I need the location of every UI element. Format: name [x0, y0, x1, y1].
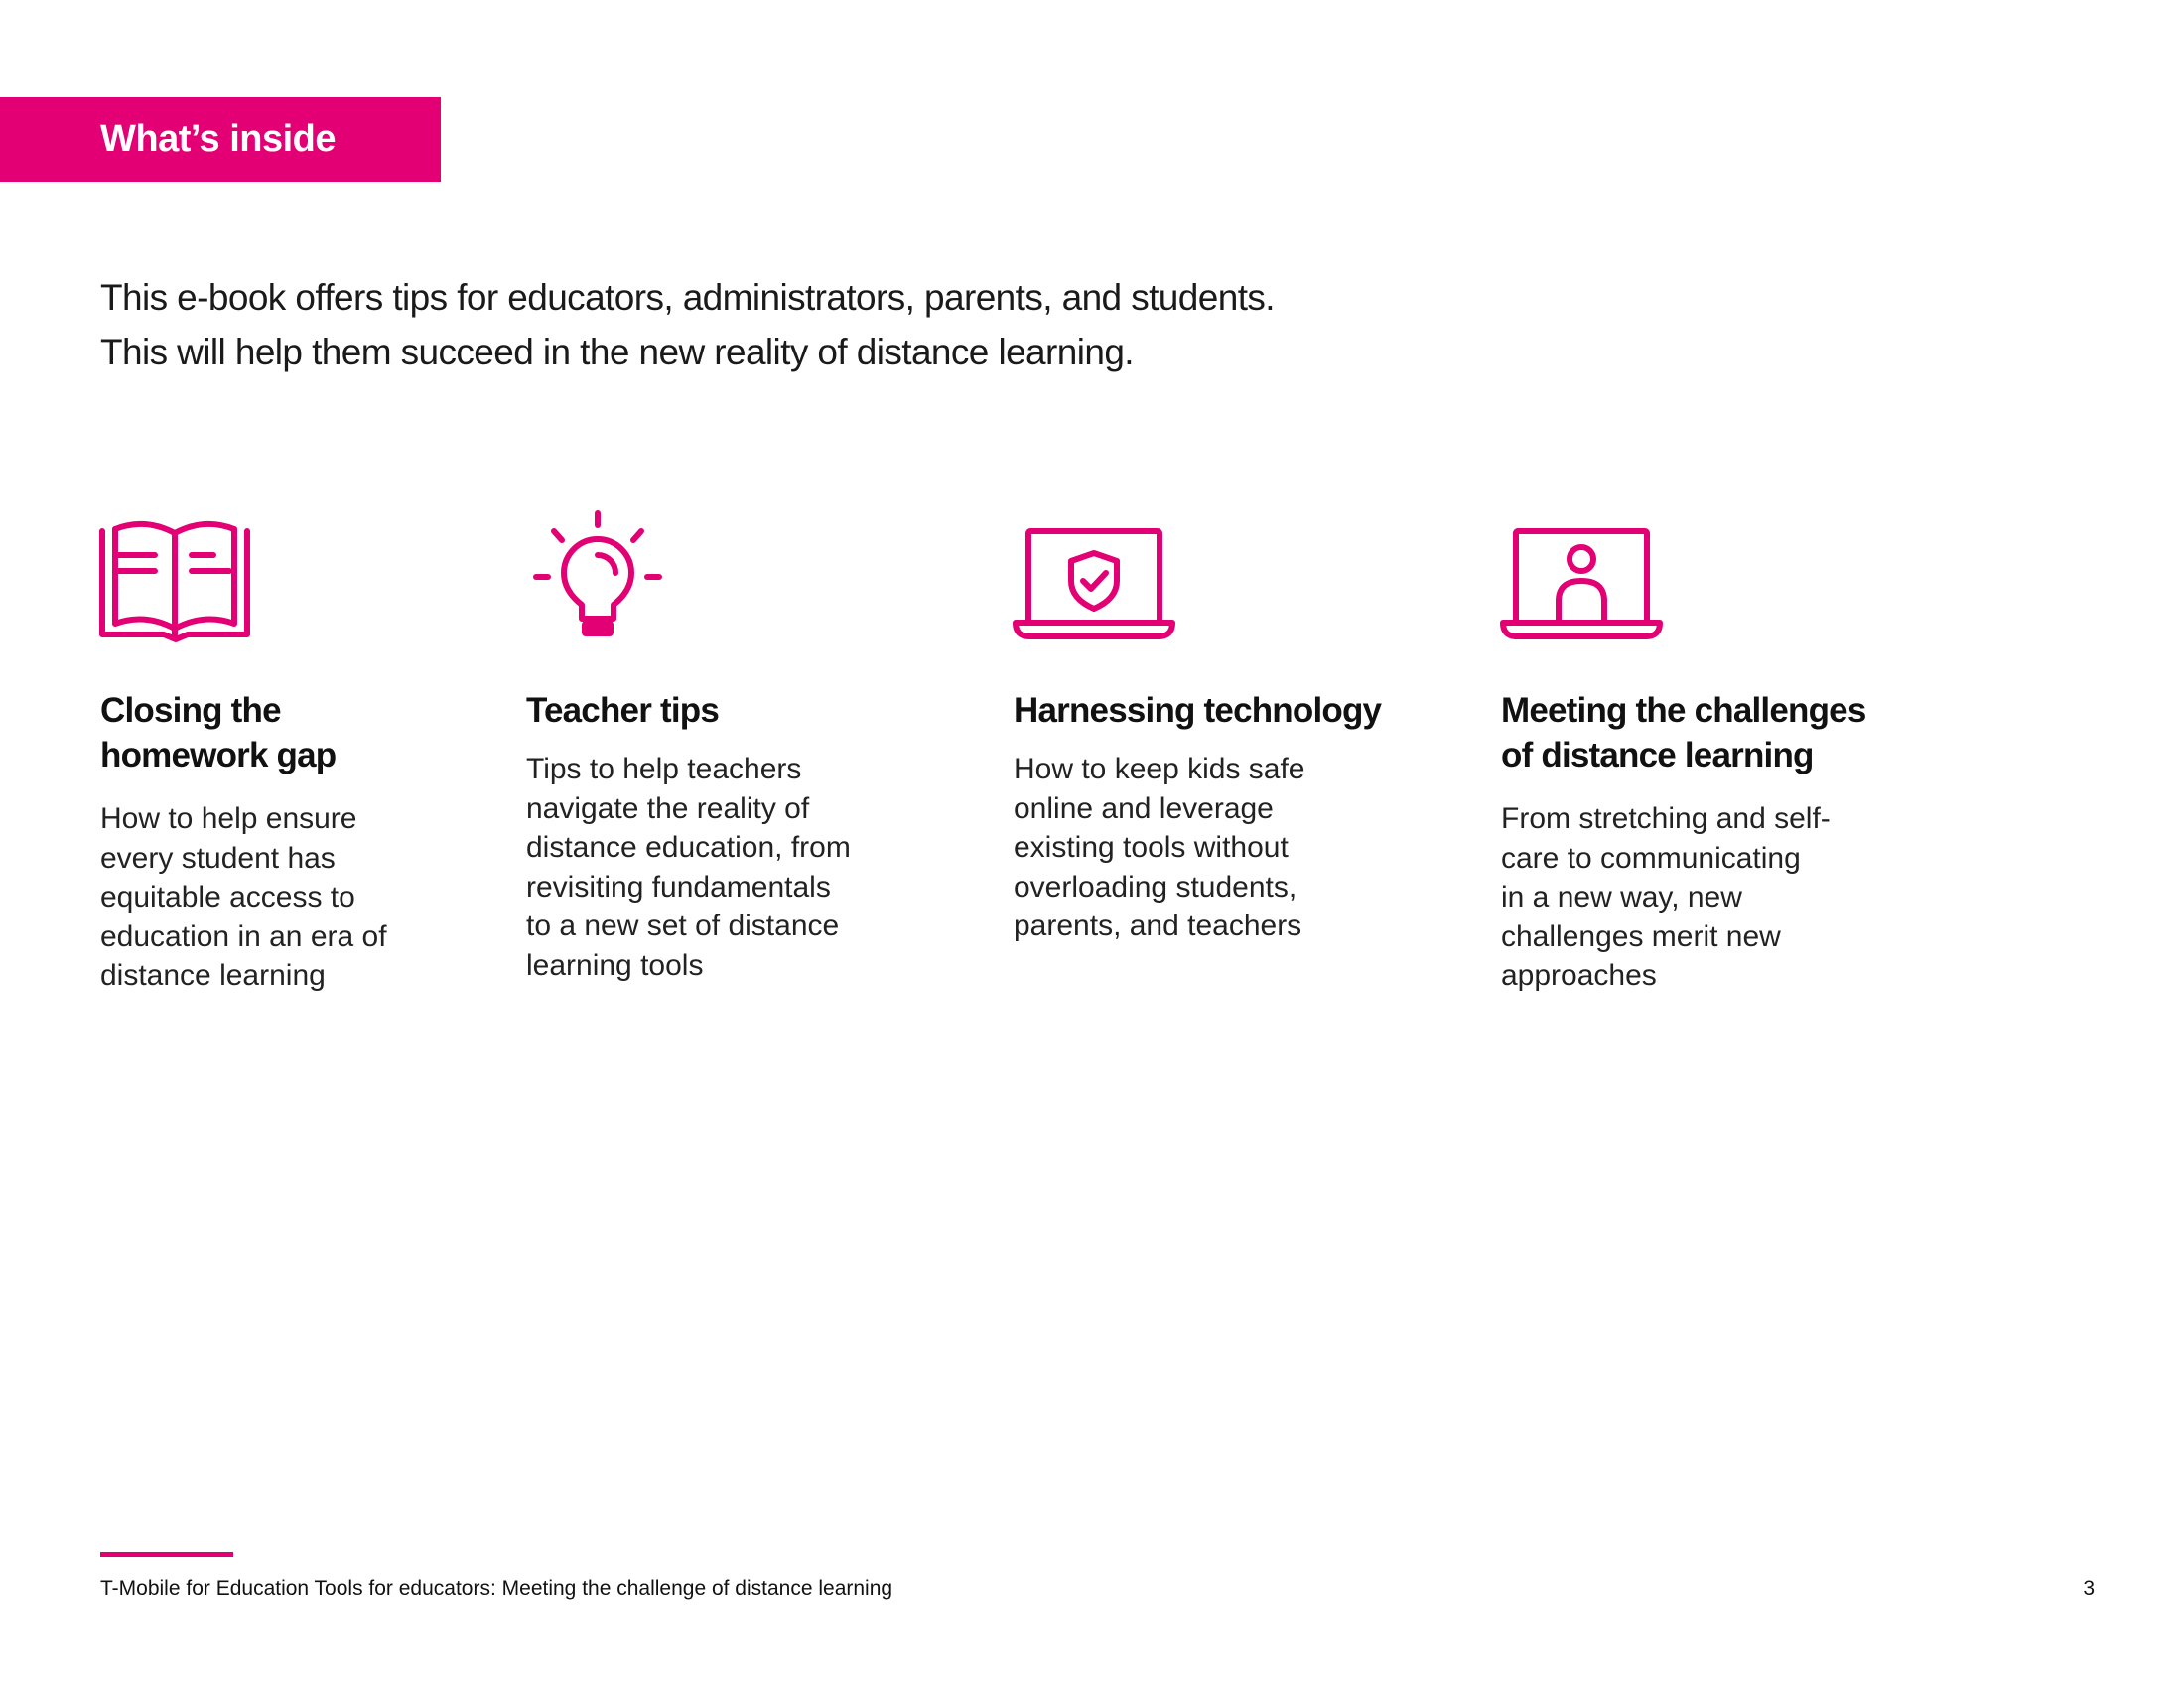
- section-title: Meeting the challenges of distance learning: [1501, 691, 1866, 774]
- header-banner: [0, 97, 441, 182]
- laptop-shield-icon: [1014, 511, 1172, 640]
- section-description: How to help ensure every student has equitable access to education in an era of distance learning: [100, 802, 387, 992]
- footer-divider: [100, 1552, 233, 1557]
- section-description: Tips to help teachers navigate the reality of distance education, from revisiting fundamentals to a new set of distance learning tools: [526, 753, 851, 982]
- section-title: Teacher tips: [526, 691, 719, 730]
- intro-line: This e-book offers tips for educators, administrators, parents, and students.: [100, 277, 1275, 318]
- lightbulb-icon: [526, 511, 685, 640]
- intro-paragraph: [100, 270, 1589, 379]
- page-number: 3: [2083, 1577, 2095, 1600]
- footer-text: T-Mobile for Education Tools for educators: Meeting the challenge of distance learning: [100, 1577, 893, 1600]
- section-closing-homework-gap: [100, 511, 387, 992]
- open-book-icon: [100, 511, 259, 640]
- intro-line: This will help them succeed in the new reality of distance learning.: [100, 332, 1134, 372]
- section-meeting-challenges: [1501, 511, 1866, 992]
- section-harnessing-technology: [1014, 511, 1382, 942]
- section-teacher-tips: [526, 511, 851, 982]
- laptop-person-icon: [1501, 511, 1660, 640]
- page-title: What’s inside: [100, 118, 337, 160]
- section-title: Harnessing technology: [1014, 691, 1382, 730]
- section-title: Closing the homework gap: [100, 691, 337, 774]
- section-description: How to keep kids safe online and leverage existing tools without overloading students, parents, and teachers: [1014, 753, 1305, 942]
- section-description: From stretching and self- care to communicating in a new way, new challenges merit new approaches: [1501, 802, 1831, 992]
